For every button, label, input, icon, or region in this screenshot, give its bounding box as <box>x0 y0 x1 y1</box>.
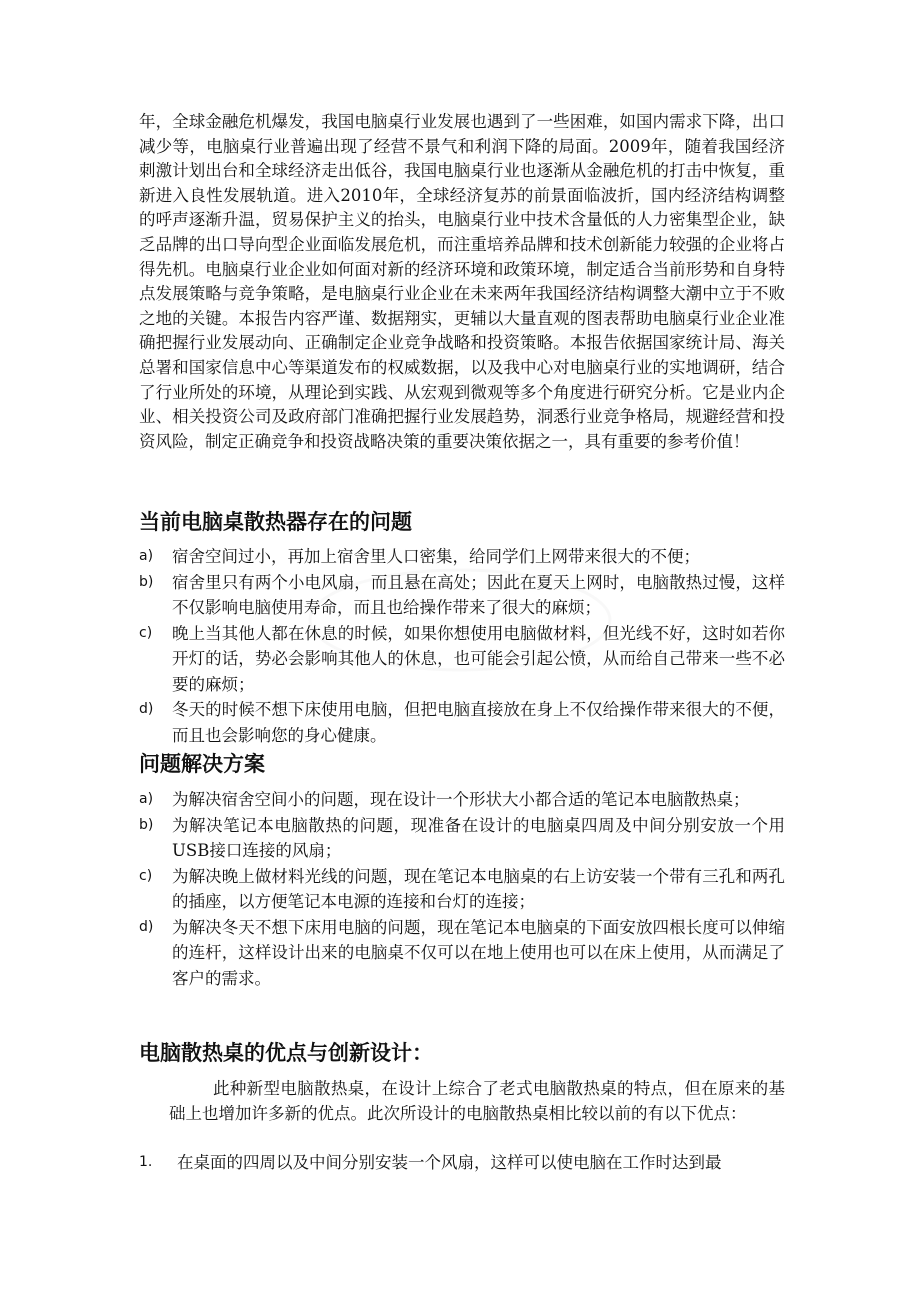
advantages-paragraph: 此种新型电脑散热桌，在设计上综合了老式电脑散热桌的特点，但在原来的基础上也增加许多新的优点。此次所设计的电脑散热桌相比较以前的有以下优点： <box>169 1079 785 1123</box>
list-item <box>139 813 785 864</box>
list-marker: b) <box>139 816 154 833</box>
section-heading-advantages: 电脑散热桌的优点与创新设计： <box>139 1041 433 1065</box>
list-item-text: 为解决冬天不想下床用电脑的问题，现在笔记本电脑桌的下面安放四根长度可以伸缩的连杆，这样设计出来的电脑桌不仅可以在地上使用也可以在床上使用，从而满足了客户的需求。 <box>172 917 785 988</box>
list-item-text: 在桌面的四周以及中间分别安装一个风扇，这样可以使电脑在工作时达到最 <box>177 1153 722 1172</box>
list-marker: a) <box>139 791 154 807</box>
list-item-text: 为解决宿舍空间小的问题，现在设计一个形状大小都合适的笔记本电脑散热桌； <box>172 790 750 809</box>
list-item-text: 宿舍空间过小，再加上宿舍里人口密集，给同学们上网带来很大的不便； <box>172 547 700 566</box>
advantages-list <box>139 1150 785 1176</box>
list-marker: d) <box>139 701 154 717</box>
list-marker: 1. <box>139 1154 153 1170</box>
list-item <box>139 1150 785 1176</box>
list-marker: b) <box>139 573 154 590</box>
intro-paragraph: 年，全球金融危机爆发，我国电脑桌行业发展也遇到了一些困难，如国内需求下降，出口减少等，电脑桌行业普遍出现了经营不景气和利润下降的局面。2009年，随着我国经济刺激计划出台和全球经济走出低谷，我国电脑桌行业也逐渐从金融危机的打击中恢复，重新进入良性发展轨道。进入2010年，全球经济复苏的前景面临波折，国内经济结构调整的呼声逐渐升温，贸易保护主义的抬头，电脑桌行业中技术含量低的人力密集型企业，缺乏品牌的出口导向型企业面临发展危机，而注重培养品牌和技术创新能力较强的企业将占得先机。电脑桌行业企业如何面对新的经济环境和政策环境，制定适合当前形势和自身特点发展策略与竞争策略，是电脑桌行业企业在未来两年我国经济结构调整大潮中立于不败之地的关键。本报告内容严谨、数据翔实，更辅以大量直观的图表帮助电脑桌行业企业准确把握行业发展动向、正确制定企业竞争战略和投资策略。本报告依据国家统计局、海关总署和国家信息中心等渠道发布的权威数据，以及我中心对电脑桌行业的实地调研，结合了行业所处的环境，从理论到实践、从宏观到微观等多个角度进行研究分析。它是业内企业、相关投资公司及政府部门准确把握行业发展趋势，洞悉行业竞争格局，规避经营和投资风险，制定正确竞争和投资战略决策的重要决策依据之一，具有重要的参考价值！ <box>139 112 785 451</box>
list-item <box>139 864 785 915</box>
solutions-list <box>139 787 785 991</box>
list-item <box>139 544 785 570</box>
section-heading-problems: 当前电脑桌散热器存在的问题 <box>139 510 412 534</box>
list-marker: a) <box>139 548 154 564</box>
list-marker: c) <box>139 867 153 884</box>
list-marker: d) <box>139 918 154 935</box>
section-heading-solutions: 问题解决方案 <box>139 752 265 776</box>
list-item-text: 晚上当其他人都在休息的时候，如果你想使用电脑做材料，但光线不好，这时如若你开灯的话，势必会影响其他人的休息，也可能会引起公愤，从而给自己带来一些不必要的麻烦； <box>172 623 785 694</box>
list-item <box>139 915 785 992</box>
problems-list <box>139 544 785 748</box>
list-item <box>139 787 785 813</box>
list-item-text: 冬天的时候不想下床使用电脑，但把电脑直接放在身上不仅给操作带来很大的不便，而且也会影响您的身心健康。 <box>172 700 785 745</box>
list-item <box>139 697 785 748</box>
list-item-text: 为解决笔记本电脑散热的问题，现准备在设计的电脑桌四周及中间分别安放一个用USB接口连接的风扇； <box>172 815 785 860</box>
list-marker: c) <box>139 624 153 641</box>
list-item-text: 宿舍里只有两个小电风扇，而且悬在高处；因此在夏天上网时，电脑散热过慢，这样不仅影响电脑使用寿命，而且也给操作带来了很大的麻烦； <box>172 572 785 617</box>
list-item <box>139 570 785 621</box>
list-item <box>139 621 785 698</box>
list-item-text: 为解决晚上做材料光线的问题，现在笔记本电脑桌的右上访安装一个带有三孔和两孔的插座，以方便笔记本电源的连接和台灯的连接； <box>172 866 785 911</box>
